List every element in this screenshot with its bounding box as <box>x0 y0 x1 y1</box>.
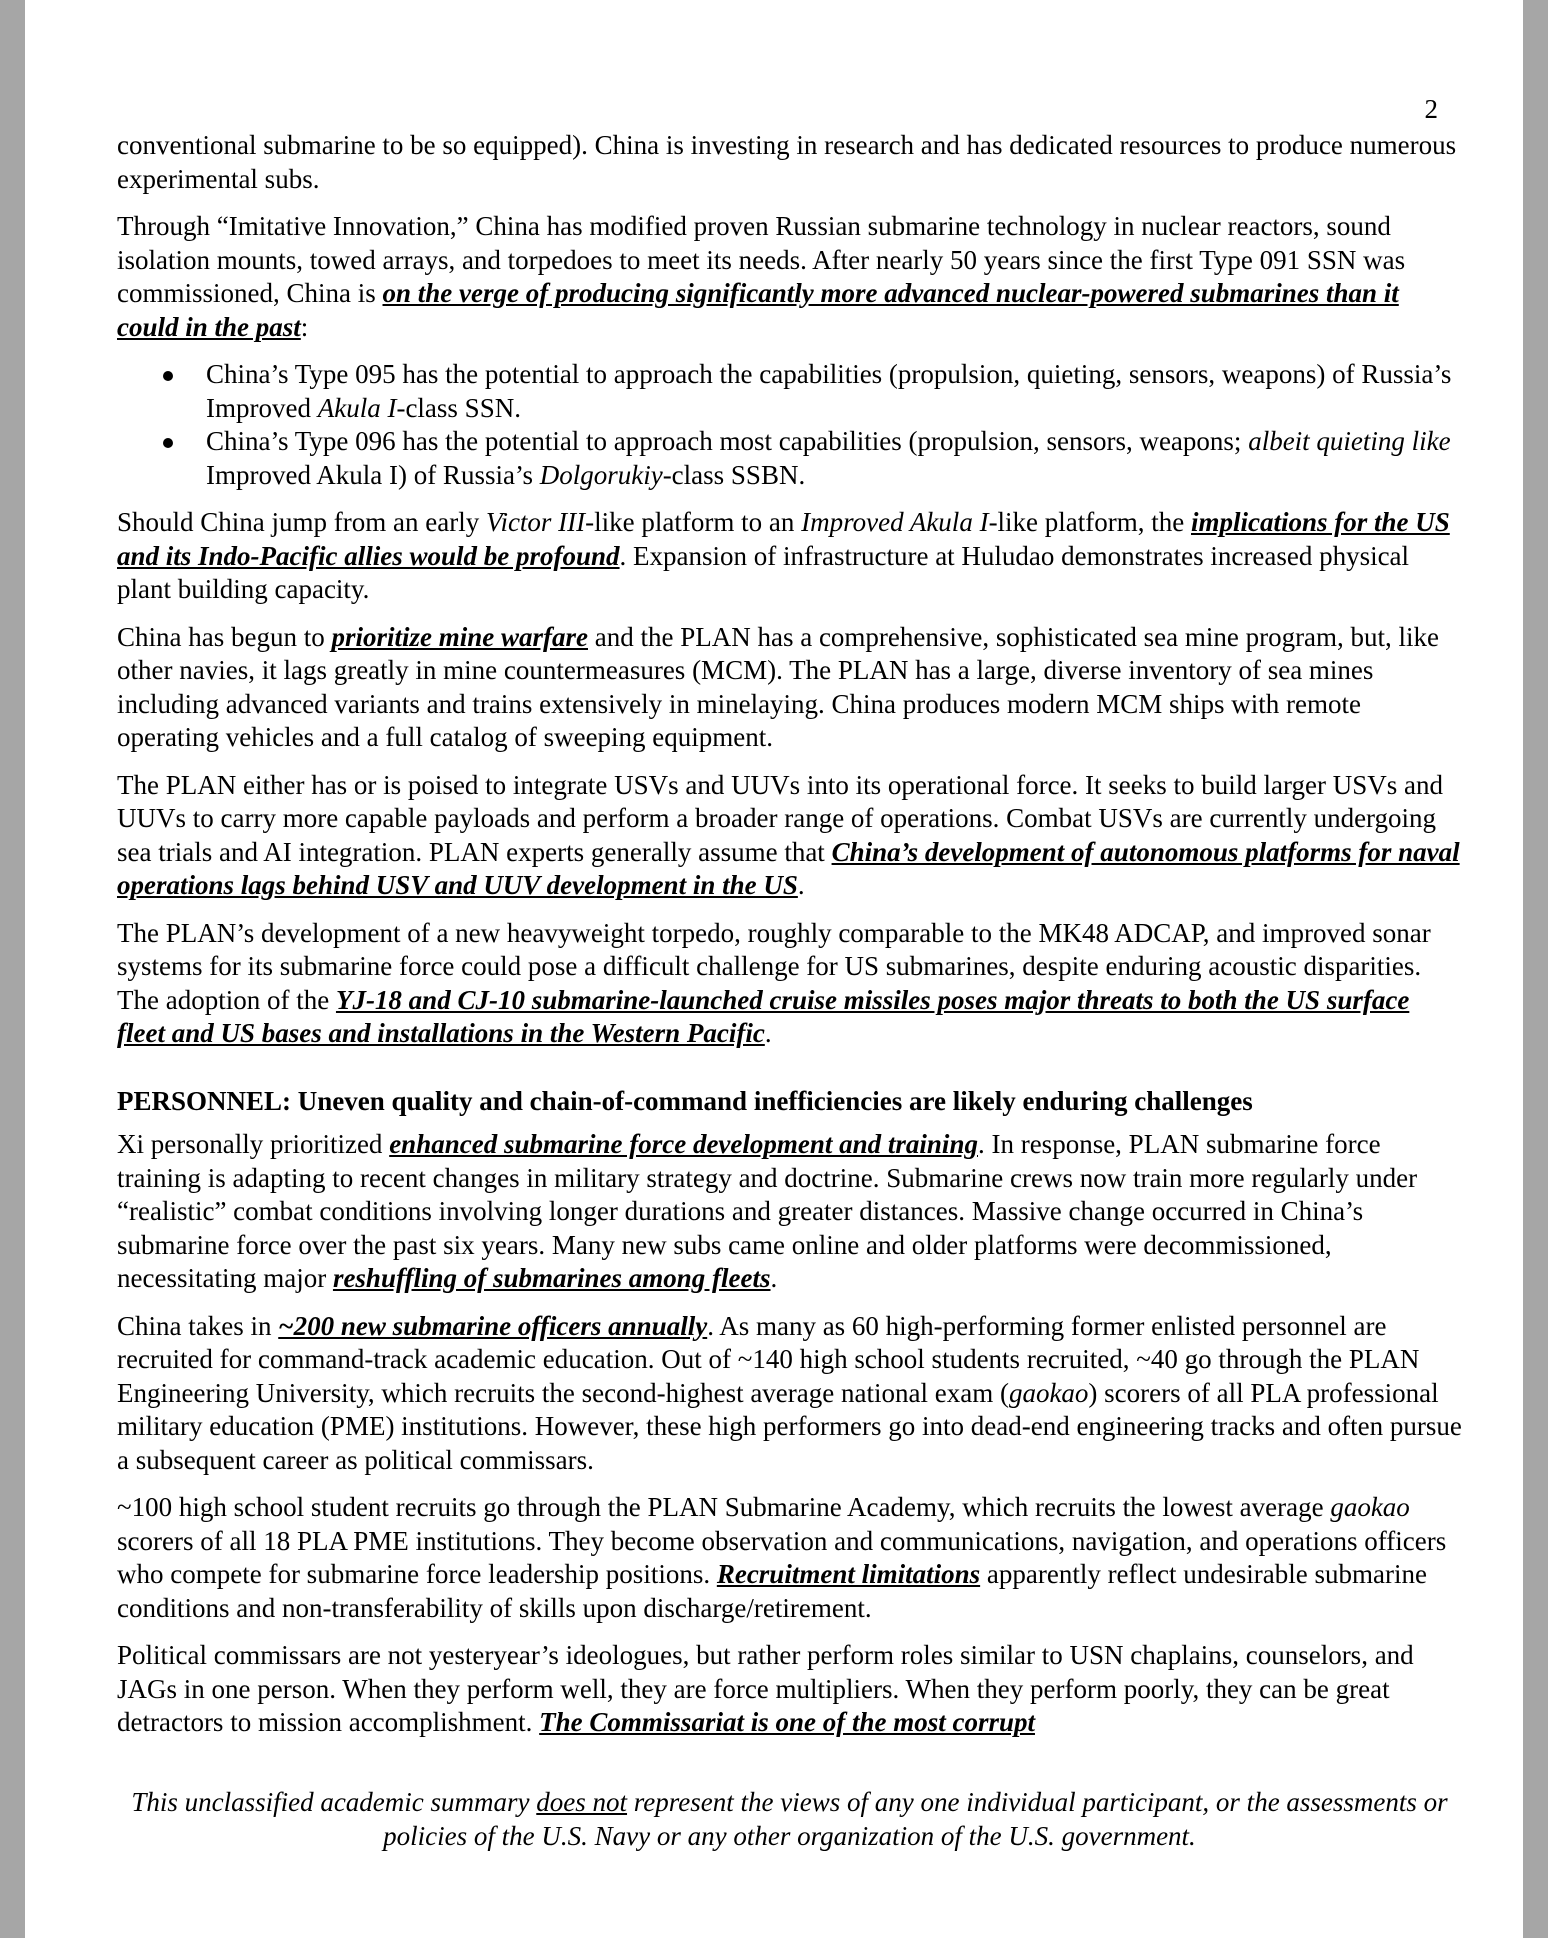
emphasis: reshuffling of submarines among fleets <box>332 1263 771 1293</box>
text: . Expansion of infrastructure at Huludao demonstrates increased physical plant building capacity. <box>117 540 1410 604</box>
paragraph-10 <box>117 1639 1462 1740</box>
emphasis: ~200 new submarine officers annually <box>278 1310 708 1341</box>
text: Xi personally prioritized <box>117 1129 390 1159</box>
emphasis: China’s development of autonomous platforms for naval operations lags behind USV and UUV development in the US <box>117 836 1460 900</box>
list-item <box>206 425 1462 492</box>
italic-text: Improved Akula I <box>801 507 989 537</box>
paragraph-8 <box>117 1310 1462 1478</box>
text: ) scorers of all PLA professional military education (PME) institutions. However, these high performers go into dead-end engineering tracks and often pursue a subsequent career as political commissars. <box>117 1377 1462 1475</box>
document-body <box>117 129 1462 1754</box>
italic-text: albeit quieting like <box>1248 426 1451 456</box>
text: and the PLAN has a comprehensive, sophisticated sea mine program, but, like other navies, it lags greatly in mine countermeasures (MCM). The PLAN has a large, diverse inventory of sea mines including advanced variants and trains extensively in minelaying. China produces modern MCM ships with remote operating vehicles and a full catalog of sweeping equipment. <box>117 621 1440 752</box>
text: . <box>770 1263 778 1293</box>
paragraph-3 <box>117 506 1462 607</box>
text: -class SSBN. <box>662 459 806 490</box>
paragraph-6 <box>117 917 1462 1051</box>
text: China takes in <box>117 1310 279 1341</box>
text: China’s Type 095 has the potential to approach the capabilities (propulsion, quieting, sensors, weapons) of Russia’s Improved <box>206 359 1452 423</box>
text: . <box>764 1018 772 1048</box>
paragraph-9 <box>117 1491 1462 1625</box>
emphasis: Recruitment limitations <box>716 1559 981 1589</box>
page-number: 2 <box>1424 94 1438 124</box>
text: represent the views of any one individual participant, or the assessments or policies of the U.S. Navy or any other organization of the U.S. government. <box>383 1787 1448 1851</box>
text: Political commissars are not yesteryear’s ideologues, but rather perform roles similar to USN chaplains, counselors, and JAGs in one person. When they perform well, they are force multipliers. When they perform poorly, they can be great detractors to mission accomplishment. <box>117 1640 1414 1737</box>
paragraph-2 <box>117 210 1462 344</box>
document-page <box>25 0 1523 1938</box>
text: . In response, PLAN submarine force training is adapting to recent changes in military strategy and doctrine. Submarine crews now train more regularly under “realistic” combat conditions involving longer durations and greater distances. Massive change occurred in China’s submarine force over the past six years. Many new subs came online and older platforms were decommissioned, necessitating major <box>117 1129 1418 1293</box>
text: Through “Imitative Innovation,” China has modified proven Russian submarine technology in nuclear reactors, sound isolation mounts, towed arrays, and torpedoes to meet its needs. After nearly 50 years since the first Type 091 SSN was commissioned, China is <box>117 211 1406 308</box>
text: ~100 high school student recruits go through the PLAN Submarine Academy, which recruits the lowest average <box>117 1492 1331 1522</box>
italic-text: Akula I <box>317 392 397 423</box>
italic-text: Dolgorukiy <box>539 459 663 490</box>
emphasis: YJ-18 and CJ-10 submarine-launched cruise missiles poses major threats to both the US surface fleet and US bases and installations in the Western Pacific <box>117 984 1410 1048</box>
emphasis: enhanced submarine force development and training <box>389 1129 978 1159</box>
text: The PLAN either has or is poised to integrate USVs and UUVs into its operational force. It seeks to build larger USVs and UUVs to carry more capable payloads and perform a broader range of operations. Combat USVs are currently undergoing sea trials and AI integration. PLAN experts generally assume that <box>117 769 1443 867</box>
italic-text: Victor III <box>485 507 586 537</box>
text: Should China jump from an early <box>117 507 486 537</box>
emphasis: prioritize mine warfare <box>331 621 588 652</box>
bullet-list <box>117 358 1462 492</box>
text: -class SSN. <box>396 392 521 423</box>
italic-text: gaokao <box>1008 1377 1089 1408</box>
italic-text: gaokao <box>1330 1492 1410 1522</box>
section-heading: PERSONNEL: Uneven quality and chain-of-command inefficiencies are likely enduring challenges <box>117 1085 1253 1116</box>
text: scorers of all 18 PLA PME institutions. They become observation and communications, navigation, and operations officers who compete for submarine force leadership positions. <box>117 1525 1447 1589</box>
list-item <box>206 358 1462 425</box>
text: -like platform to an <box>585 507 802 537</box>
underlined-text: does not <box>536 1787 628 1817</box>
paragraph-4 <box>117 621 1462 755</box>
text: China has begun to <box>117 621 332 652</box>
disclaimer-footer <box>117 1785 1462 1853</box>
text: The PLAN’s development of a new heavyweight torpedo, roughly comparable to the MK48 ADCAP, and improved sonar systems for its submarine force could pose a difficult challenge for US submarines, despite enduring acoustic disparities. The adoption of the <box>117 917 1431 1015</box>
text: : <box>300 311 309 342</box>
text: . As many as 60 high-performing former enlisted personnel are recruited for command-track academic education. Out of ~140 high school students recruited, ~40 go through the PLAN Engineering University, which recruits the second-highest average national exam ( <box>117 1310 1420 1408</box>
text: Improved Akula I) of Russia’s <box>206 459 540 490</box>
paragraph-1: conventional submarine to be so equipped). China is investing in research and has dedicated resources to produce numerous experimental subs. <box>117 130 1457 194</box>
emphasis: The Commissariat is one of the most corrupt <box>539 1707 1035 1737</box>
paragraph-5 <box>117 769 1462 903</box>
paragraph-7 <box>117 1128 1462 1296</box>
text: . <box>797 870 805 900</box>
emphasis: on the verge of producing significantly more advanced nuclear-powered submarines than it could in the past <box>117 278 1399 342</box>
text: China’s Type 096 has the potential to approach most capabilities (propulsion, sensors, weapons; <box>206 426 1249 456</box>
text: This unclassified academic summary <box>131 1787 537 1817</box>
emphasis: implications for the US and its Indo-Pacific allies would be profound <box>117 507 1450 571</box>
text: apparently reflect undesirable submarine conditions and non-transferability of skills upon discharge/retirement. <box>117 1559 1427 1623</box>
text: -like platform, the <box>988 507 1191 537</box>
